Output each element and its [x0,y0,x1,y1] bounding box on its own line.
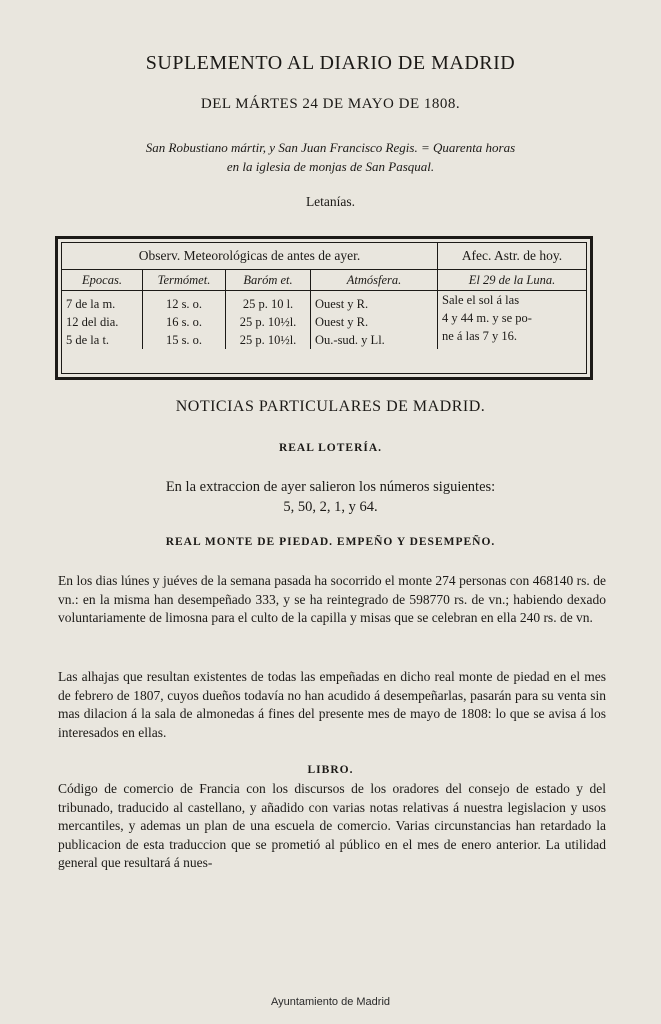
luna-line-1: Sale el sol á las [442,293,520,307]
row-atmosfera: Ouest y R. [311,313,438,331]
monte-text-2: Las alhajas que resultan existentes de todas las empeñadas en dicho real monte de piedad en el mes de febrero de 1807, cuyos dueños todavía no han acudido á desempeñarlas, pasarán para su venta sin mas dilacion á la sala de almonedas á fines del presente mes de mayo de 1808: lo que se avisa á los interesados en ellas. [58,669,606,740]
saints-line-1: San Robustiano mártir, y San Juan Francisco Regis. = Quarenta horas [145,140,516,155]
monte-text-1: En los dias lúnes y juéves de la semana pasada ha socorrido el monte 274 personas con 468140 rs. de vn.: en la misma han desempeñado 333, y se ha reintegrado de 598770 rs. de vn.; habiendo dexado voluntariamente de limosna para el culto de la capilla y misas que se celebran en ella 240 rs. de vn. [58,573,606,625]
loteria-numbers: 5, 50, 2, 1, y 64. [283,499,378,515]
meteo-grid [62,243,586,349]
libro-paragraph [58,780,606,873]
row-barometro: 25 p. 10½l. [226,313,311,331]
row-atmosfera: Ou.-sud. y Ll. [311,331,438,349]
col-barometro: Baróm et. [226,270,311,291]
monte-paragraph-2 [58,668,606,742]
meteo-row [62,291,586,314]
meteo-right-title: Afec. Astr. de hoy. [438,243,587,270]
row-barometro: 25 p. 10½l. [226,331,311,349]
monte-paragraph-1 [58,572,606,628]
page-title: SUPLEMENTO AL DIARIO DE MADRID [145,52,516,74]
meteo-left-title: Observ. Meteorológicas de antes de ayer. [138,248,361,263]
loteria-text [95,477,566,517]
meteo-column-headers [62,270,586,291]
meteo-title-row [62,243,586,270]
libro-text: Código de comercio de Francia con los discursos de los oradores del consejo de estado y del tribunado, traducido al castellano, y añadido con varias notas relativas á nuestra legislacion y usos mercantiles, y ademas un plan de una escuela de comercio. Varias circunstancias han retardado la publicacion de esta traduccion que se prometió al público en el mes de enero anterior. La utilidad general que resultará á nues- [58,781,606,870]
saints-line-2: en la iglesia de monjas de San Pasqual. [226,159,435,174]
loteria-heading: REAL LOTERÍA. [278,442,383,454]
saints-of-day [60,138,601,176]
row-epoca: 5 de la t. [66,333,110,347]
col-epocas: Epocas. [62,270,143,291]
meteorological-table [55,236,593,380]
row-atmosfera: Ouest y R. [311,291,438,314]
row-epoca: 12 del dia. [66,315,119,329]
luna-cell [438,291,587,350]
letanias-heading: Letanías. [305,194,356,209]
luna-line-2: 4 y 44 m. y se po- [442,311,532,325]
issue-date: DEL MÁRTES 24 DE MAYO DE 1808. [200,96,461,112]
loteria-line-1: En la extraccion de ayer salieron los números siguientes: [165,479,496,495]
col-termometro: Termómet. [143,270,226,291]
monte-heading: REAL MONTE DE PIEDAD. EMPEÑO Y DESEMPEÑO. [165,536,496,548]
row-epoca: 7 de la m. [66,297,116,311]
noticias-heading: NOTICIAS PARTICULARES DE MADRID. [175,398,486,415]
row-termometro: 15 s. o. [143,331,226,349]
row-barometro: 25 p. 10 l. [226,291,311,314]
row-termometro: 12 s. o. [143,291,226,314]
libro-heading: LIBRO. [307,764,354,776]
col-atmosfera: Atmósfera. [311,270,438,291]
col-luna: El 29 de la Luna. [438,270,587,291]
row-termometro: 16 s. o. [143,313,226,331]
luna-line-3: ne á las 7 y 16. [442,329,517,343]
footer-credit: Ayuntamiento de Madrid [270,996,391,1008]
